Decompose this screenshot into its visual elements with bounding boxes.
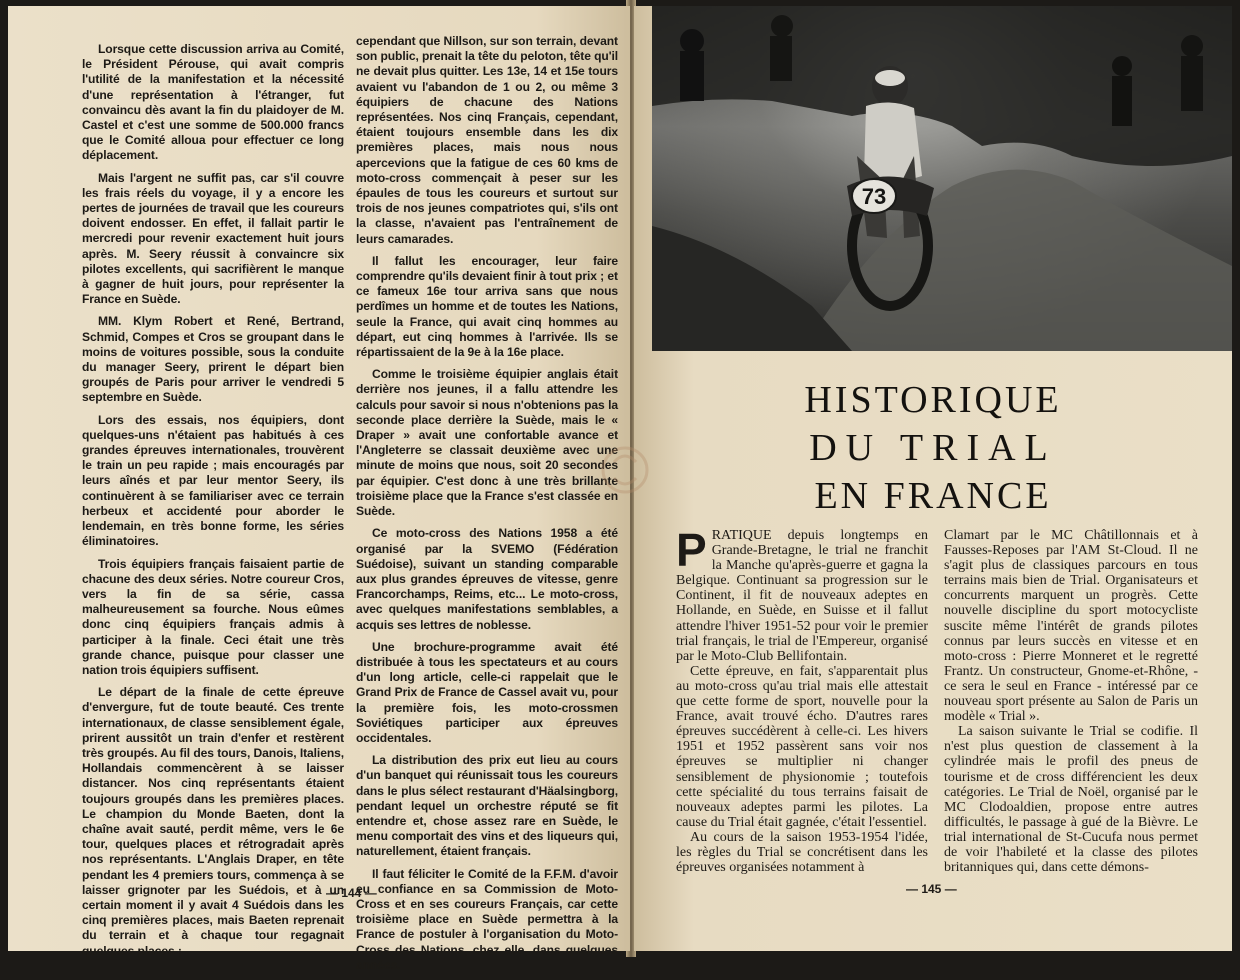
motocross-photo	[652, 6, 1232, 351]
left-page-column-1	[82, 42, 344, 966]
title-line: DU TRIAL	[809, 427, 1057, 469]
paragraph: Une brochure-programme avait été distribuée à tous les spectateurs et au cours d'un long article, celle-ci rappelait que le Grand Prix de France de Cassel avait vu, pour la première fois, les moto-crossmen Soviétiques participer aux épreuves occidentales.	[356, 639, 618, 745]
paragraph: Ce moto-cross des Nations 1958 a été organisé par la SVEMO (Fédération Suédoise), suivant un standing comparable aux plus grandes épreuves de vitesse, genre Francorchamps, Reims, etc... Le moto-cross, avec quelques manifestations semblables, a acquis ses lettres de noblesse.	[356, 526, 618, 632]
article-title	[634, 376, 1232, 520]
paragraph: La saison suivante le Trial se codifie. Il n'est plus question de classement à la cylindrée mais le profil des pneus de tourisme et de cross différencient les deux catégories. Le Trial de Noël, organisé par le MC Clodoaldien, propose entre autres difficultés, le passage à gué de la Bièvre. Le trial international de St-Cucufa nous permet de voir l'habileté et la classe des pilotes britanniques qui, dans cette démons-	[944, 724, 1198, 876]
page-number-145: — 145 —	[906, 882, 957, 896]
left-page	[8, 6, 630, 972]
page-number-144: — 144 —	[326, 886, 377, 900]
paragraph: La distribution des prix eut lieu au cours d'un banquet qui réunissait tous les coureurs dans le plus sélect restaurant d'Häalsingborg, pendant lequel un orchestre réputé se fit entendre et, chose assez rare en Suède, le menu comportait des vins et des liqueurs qui, naturellement, étaient français.	[356, 753, 618, 859]
rider-number: 73	[861, 184, 887, 209]
paragraph: Lorsque cette discussion arriva au Comité, le Président Pérouse, qui avait compris l'utilité de la manifestation et la nécessité d'une représentation à l'étranger, fut convaincu dès avant la fin du plaidoyer de M. Castel et c'est une somme de 500.000 francs que le Comité alloua pour effectuer ce long déplacement.	[82, 42, 344, 163]
paragraph: Lors des essais, nos équipiers, dont quelques-uns n'étaient pas habitués à ces grandes épreuves internationales, trouvèrent le train un peu rapide ; mais encouragés par leurs aînés et par leur mentor Seery, ils continuèrent à se familiariser avec ce terrain herbeux et accidenté pour aborder le lendemain, en très bonne forme, les séries éliminatoires.	[82, 412, 344, 549]
paragraph: Au cours de la saison 1953-1954 l'idée, les règles du Trial se concrétisent dans les épreuves organisées notamment à	[676, 829, 928, 876]
photo-illustration	[652, 6, 1232, 351]
paragraph: Trois équipiers français faisaient partie de chacune des deux séries. Notre coureur Cros, vers la fin de sa série, cassa malheureusement sa fourche. Nous eûmes donc cinq équipiers français admis à participer à la finale. Ceci était une très grande chance, puisque pour classer une nation trois équipiers suffisent.	[82, 556, 344, 677]
paragraph: cependant que Nillson, sur son terrain, devant son public, prenait la tête du peloton, tête qu'il ne devait plus quitter. Les 13e, 14 et 15e tours avaient vu l'abandon de 1 ou 2, ou même 3 équipiers de chacune des Nations représentées. Nos cinq Français, cependant, étaient toujours ensemble dans les dix premières places, mais nous nous apercevions que la fatigue de ces 60 kms de moto-cross commençait à peser sur les épaules de tous les coureurs et surtout sur trois de nos jeunes compatriotes qui, s'ils ont la classe, n'avaient pas l'entraînement de leurs camarades.	[356, 34, 618, 246]
paragraph: Mais l'argent ne suffit pas, car s'il couvre les frais réels du voyage, il y a encore les pertes de journées de travail que les coureurs doivent endosser. En effet, il fallait partir le mercredi pour revenir exactement huit jours après. M. Seery réussit à convaincre six pilotes excellents, qui sacrifièrent le manque à gagner de huit jours, pour représenter la France en Suède.	[82, 170, 344, 307]
title-line: EN FRANCE	[814, 475, 1052, 517]
right-page-column-2	[944, 528, 1198, 875]
title-line: HISTORIQUE	[804, 379, 1062, 421]
drop-cap: P	[676, 524, 707, 576]
paragraph: Il fallut les encourager, leur faire comprendre qu'ils devaient finir à tout prix ; et ce fameux 16e tour arriva sans que nous perdîmes un homme et de toutes les Nations, seule la France, qui avait cinq hommes au départ, eut cinq hommes à l'arrivée. Ils se répartissaient de la 9e à la 16e place.	[356, 253, 618, 360]
paragraph: Le départ de la finale de cette épreuve d'envergure, fut de toute beauté. Ces trente internationaux, de classe sensiblement égale, prirent aussitôt un train d'enfer et restèrent très groupés. Au fil des tours, Danois, Italiens, Hollandais commencèrent à se laisser distancer. Nos cinq représentants étaient toujours groupés dans les premières places. Le champion du Monde Baeten, dont la chaîne avait sauté, perdit même, vers le 6e tour, quelques places et rétrogradait après nos représentants. L'Anglais Draper, en tête pendant les 4 premiers tours, commença à se laisser grignoter par les Suédois, et à un certain moment il y avait 4 Suédois dans les cinq premières places, mais Baeten reprenait du terrain et à chaque tour regagnait quelques places ;	[82, 685, 344, 958]
paragraph: Il faut féliciter le Comité de la F.F.M. d'avoir eu confiance en sa Commission de Moto-Cross et en ses coureurs Français, car cette troisième place en Suède permettra à la France de postuler à l'organisation du Moto-Cross des Nations, chez elle, dans quelques années.	[356, 866, 618, 972]
paragraph: Comme le troisième équipier anglais était derrière nos jeunes, il a fallu attendre les calculs pour savoir si nous n'obtenions pas la seconde place derrière la Suède, mais le « Draper » avait une confortable avance et l'Angleterre se classait deuxième avec une minute de moins que nous, soit 20 secondes par équipier. C'est donc à une très brillante troisième place que la France s'est classée en Suède.	[356, 367, 618, 519]
paragraph: Cette épreuve, en fait, s'apparentait plus au moto-cross qu'au trial mais elle attestait que cette forme de sport, nouvelle pour la France, avait trouvé écho. D'autres rares épreuves succédèrent à celle-ci. Les hivers 1951 et 1952 passèrent sans voir nos épreuves se multiplier ni changer sensiblement de physionomie ; toutefois cette spécialité du tous terrains faisait de nouveaux adeptes parmi les pilotes. La cause du Trial était gagnée, c'était l'essentiel.	[676, 663, 928, 830]
left-page-column-2	[356, 34, 618, 980]
paragraph	[676, 524, 928, 664]
right-page	[634, 6, 1232, 951]
paragraph: MM. Klym Robert et René, Bertrand, Schmid, Compes et Cros se groupant dans le moins de voitures possible, sous la conduite du manager Seery, prirent le départ bien groupés de Paris pour arriver le vendredi 5 septembre en Suède.	[82, 314, 344, 405]
right-page-column-1	[676, 524, 928, 876]
paragraph: Clamart par le MC Châtillonnais et à Fausses-Reposes par l'AM St-Cloud. Il ne s'agit plus de classiques parcours en tous terrains mais bien de Trial. Organisateurs et concurrents marquent un progrès. Cette nouvelle discipline du sport motocycliste suscite même l'intérêt de grands pilotes connus par leurs succès en vitesse et en moto-cross : Pierre Monneret et le regretté Frantz. Un constructeur, Gnome-et-Rhône, - ce sera le seul en France - intéressé par ce nouveau sport présente au Salon de Paris un modèle « Trial ».	[944, 528, 1198, 725]
paragraph-text: RATIQUE depuis longtemps en Grande-Bretagne, le trial ne franchit la Manche qu'après-guerre et gagna la Belgique. Continuant sa progression sur le Continent, il fit de nouveaux adeptes en Hollande, en Suède, en Suisse et il fallut attendre l'hiver 1951-52 pour voir le premier trial français, le trial de l'Empereur, organisé par le Moto-Club Bellifontain.	[676, 528, 928, 664]
seal-watermark	[600, 440, 650, 500]
